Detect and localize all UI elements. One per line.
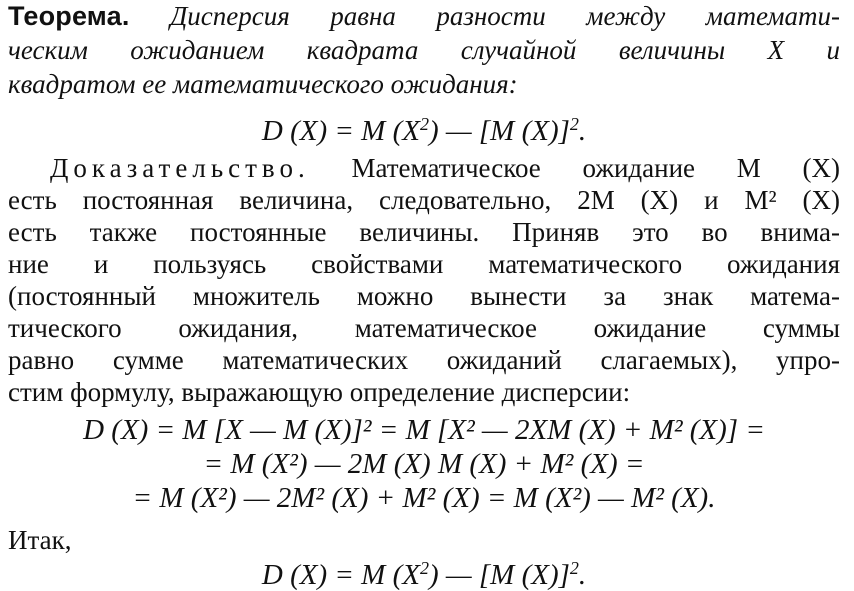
conclusion-formula-mid: ) — [M (X)] — [428, 558, 570, 591]
conclusion-label: Итак, — [8, 525, 72, 555]
proof-line-7: равно сумме математических ожиданий слагаемых), упро- — [8, 345, 840, 375]
proof-line-5: (постоянный множитель можно вынести за знак матема- — [8, 281, 840, 311]
theorem-label: Теорема. — [8, 1, 130, 31]
proof-line-6: тического ожидания, математическое ожидание суммы — [8, 313, 840, 343]
proof-line-2: есть постоянная величина, следовательно, 2M (X) и M² (X) — [8, 185, 840, 215]
theorem-line-1 — [8, 0, 840, 32]
theorem-formula-lhs: D (X) = M (X — [261, 114, 420, 147]
derivation-row-3: = M (X²) — 2M² (X) + M² (X) = M (X²) — M² (X). — [132, 482, 716, 514]
theorem-line-3: квадратом ее математического ожидания: — [8, 69, 518, 99]
conclusion-formula-sup1: 2 — [419, 558, 429, 578]
conclusion-formula-end: . — [578, 558, 587, 591]
proof-line-4: ние и пользуясь свойствами математического ожидания — [8, 249, 840, 279]
proof-line-1 — [8, 152, 840, 184]
conclusion-formula-sup2: 2 — [569, 558, 579, 578]
theorem-formula-mid: ) — [M (X)] — [428, 114, 570, 147]
theorem-formula-sup1: 2 — [419, 114, 429, 134]
theorem-text-1: Дисперсия равна разности между математи- — [170, 1, 840, 31]
derivation-row-2: = M (X²) — 2M (X) M (X) + M² (X) = — [203, 448, 645, 480]
theorem-line-2: ческим ожиданием квадрата случайной величины X и — [8, 35, 840, 65]
theorem-formula-sup2: 2 — [569, 114, 579, 134]
proof-label: Доказательство. — [50, 153, 310, 183]
theorem-formula — [8, 108, 840, 147]
conclusion-formula-lhs: D (X) = M (X — [261, 558, 420, 591]
proof-line-3: есть также постоянные величины. Приняв это во внима- — [8, 217, 840, 247]
conclusion-formula — [8, 552, 840, 591]
derivation-row-1: D (X) = M [X — M (X)]² = M [X² — 2XM (X) + M² (X)] = — [83, 414, 765, 446]
theorem-formula-end: . — [578, 114, 587, 147]
proof-text-1: Математическое ожидание M (X) — [351, 153, 840, 183]
proof-line-8: стим формулу, выражающую определение дисперсии: — [8, 377, 631, 407]
